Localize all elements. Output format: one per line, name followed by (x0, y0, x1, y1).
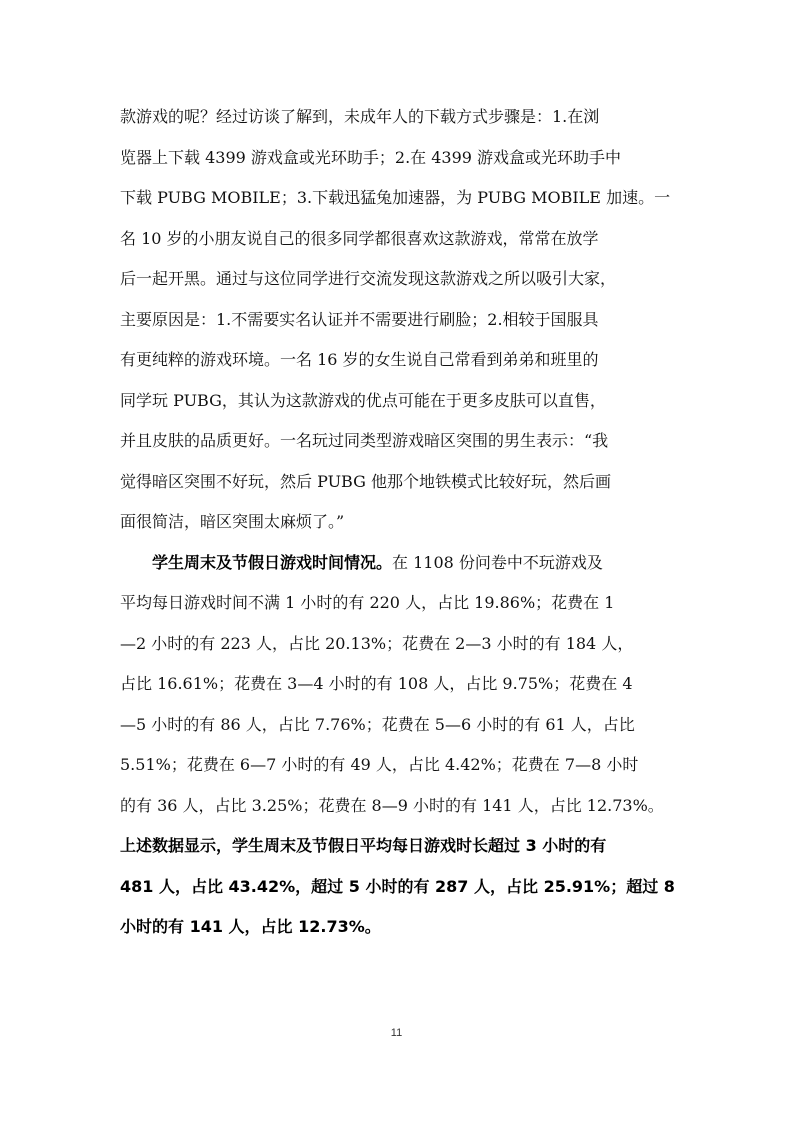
text-segment: 觉得暗区突围不好玩，然后 PUBG 他那个地铁模式比较好玩，然后画 (120, 471, 611, 491)
text-line (120, 347, 682, 373)
page-number: 11 (390, 1027, 403, 1039)
text-line (120, 833, 682, 859)
text-segment: 后一起开黑。通过与这位同学进行交流发现这款游戏之所以吸引大家， (120, 269, 617, 288)
text-line (120, 631, 682, 657)
text-line (120, 185, 682, 211)
text-segment: 5.51%；花费在 6—7 小时的有 49 人，占比 4.42%；花费在 7—8 小时 (120, 755, 639, 774)
text-segment: 并且皮肤的品质更好。一名玩过同类型游戏暗区突围的男生表示：“我 (120, 431, 609, 450)
text-line (120, 469, 682, 495)
text-segment: 主要原因是：1.不需要实名认证并不需要进行刷脸；2.相较于国服具 (120, 309, 599, 329)
text-segment: 览器上下载 4399 游戏盒或光环助手；2.在 4399 游戏盒或光环助手中 (120, 147, 622, 167)
text-segment: 有更纯粹的游戏环境。一名 16 岁的女生说自己常看到弟弟和班里的 (120, 350, 599, 369)
text-segment: 平均每日游戏时间不满 1 小时的有 220 人，占比 19.86%；花费在 1 (120, 593, 615, 612)
bold-text-segment: 上述数据显示，学生周末及节假日平均每日游戏时长超过 3 小时的有 (120, 836, 607, 855)
text-line (120, 428, 682, 454)
text-line (120, 752, 682, 778)
text-segment: 名 10 岁的小朋友说自己的很多同学都很喜欢这款游戏，常常在放学 (120, 228, 599, 248)
text-segment: —5 小时的有 86 人，占比 7.76%；花费在 5—6 小时的有 61 人，占比 (120, 714, 635, 734)
text-line (120, 712, 682, 738)
text-line (120, 266, 682, 292)
text-segment: —2 小时的有 223 人，占比 20.13%；花费在 2—3 小时的有 184 人， (120, 633, 634, 653)
text-segment: 占比 16.61%；花费在 3—4 小时的有 108 人，占比 9.75%；花费在 4 (120, 674, 633, 693)
bold-text-segment: 小时的有 141 人，占比 12.73%。 (120, 917, 381, 936)
text-line (120, 307, 682, 333)
text-line (120, 226, 682, 252)
text-line (120, 388, 682, 414)
text-segment: 下载 PUBG MOBILE；3.下载迅猛兔加速器，为 PUBG MOBILE 加速。一 (120, 188, 671, 207)
text-line (120, 145, 682, 171)
text-line (120, 671, 682, 697)
text-line (120, 550, 682, 576)
text-segment: 款游戏的呢？经过访谈了解到，未成年人的下载方式步骤是：1.在浏 (120, 107, 600, 126)
bold-text-segment: 学生周末及节假日游戏时间情况。 (120, 552, 393, 572)
text-line (120, 590, 682, 616)
text-line (120, 104, 682, 130)
text-line (120, 874, 682, 900)
bold-text-segment: 481 人，占比 43.42%，超过 5 小时的有 287 人，占比 25.91%；超过 8 (120, 876, 675, 896)
text-line (120, 509, 682, 535)
text-line (120, 793, 682, 819)
text-segment: 面很简洁，暗区突围太麻烦了。” (120, 512, 345, 531)
text-segment: 同学玩 PUBG，其认为这款游戏的优点可能在于更多皮肤可以直售， (120, 390, 606, 410)
text-line (120, 914, 682, 940)
text-segment: 在 1108 份问卷中不玩游戏及 (392, 552, 603, 572)
text-segment: 的有 36 人，占比 3.25%；花费在 8—9 小时的有 141 人，占比 12.73%。 (120, 795, 664, 815)
